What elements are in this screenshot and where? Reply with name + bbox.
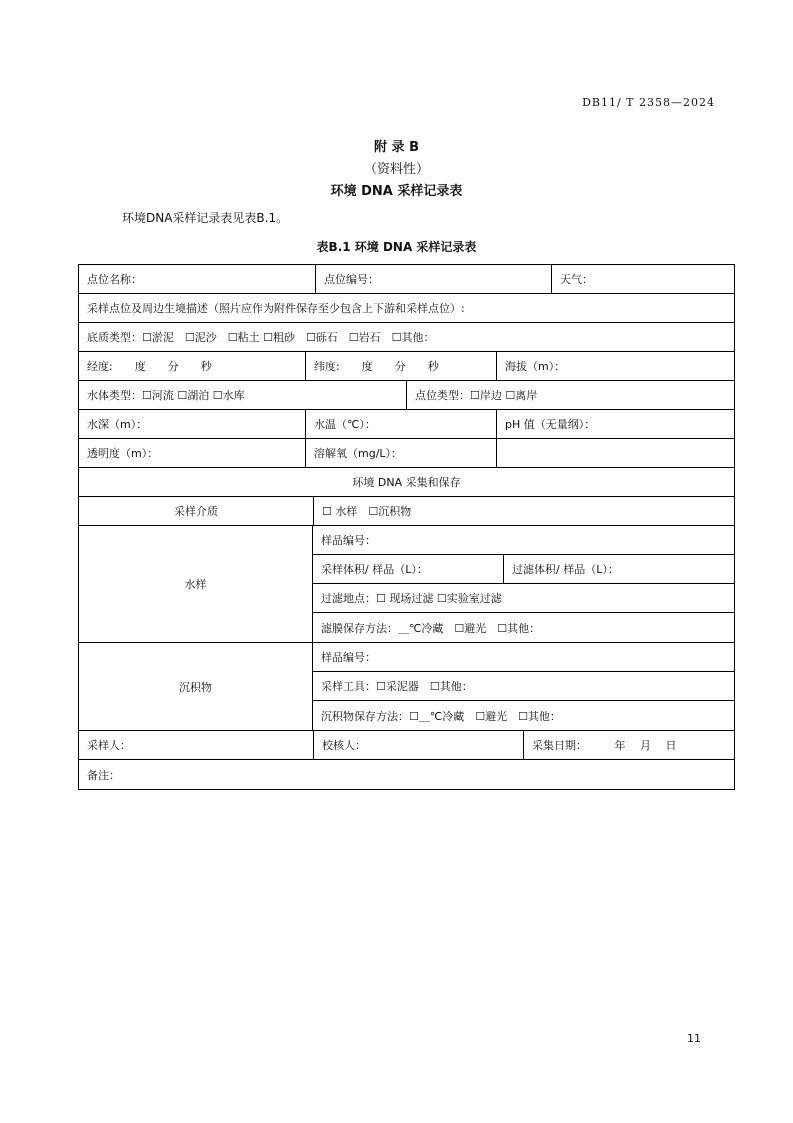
form-row-section <box>79 468 734 497</box>
annex-label: 附 录 B <box>374 140 419 155</box>
water-depth-field[interactable]: 水深（m）： <box>87 418 148 431</box>
checker-field[interactable]: 校核人： <box>313 731 523 759</box>
annex-title: 环境 DNA 采样记录表 <box>330 184 463 199</box>
site-name-field[interactable]: 点位名称： <box>87 273 142 286</box>
form-row-depth <box>79 410 734 439</box>
section-heading: 环境 DNA 采集和保存 <box>352 476 461 489</box>
sample-volume-field[interactable]: 采样体积/ 样品（L）： <box>321 563 428 576</box>
form-row-water-body <box>79 381 734 410</box>
page-number: 11 <box>687 1032 701 1045</box>
sampling-record-form <box>78 264 735 790</box>
filter-site-field[interactable]: 过滤地点：☐ 现场过滤 ☐实验室过滤 <box>321 592 502 605</box>
sampling-tool-field[interactable]: 采样工具：☐采泥器 ☐其他： <box>321 680 473 693</box>
weather-field[interactable]: 天气： <box>551 265 734 293</box>
sediment-sample-id-field[interactable]: 样品编号： <box>321 651 376 664</box>
form-row-transparency <box>79 439 734 468</box>
collection-date-field[interactable]: 采集日期： 年 月 日 <box>523 731 734 759</box>
table-caption: 表B.1 环境 DNA 采样记录表 <box>316 240 477 254</box>
form-row-habitat <box>79 294 734 323</box>
transparency-field[interactable]: 透明度（m）： <box>87 447 159 460</box>
form-row-coordinates <box>79 352 734 381</box>
form-row-site <box>79 265 734 294</box>
water-body-type-field[interactable]: 水体类型：☐河流 ☐湖泊 ☐水库 <box>87 389 245 402</box>
water-sample-label: 水样 <box>79 526 313 642</box>
intro-text: 环境DNA采样记录表见表B.1。 <box>122 211 289 225</box>
filtered-volume-field[interactable]: 过滤体积/ 样品（L）： <box>503 555 734 583</box>
altitude-field[interactable]: 海拔（m）： <box>496 352 734 380</box>
medium-options[interactable]: ☐ 水样 ☐沉积物 <box>313 497 734 525</box>
medium-label: 采样介质 <box>174 505 218 518</box>
form-row-signature <box>79 731 734 760</box>
water-sample-block <box>79 526 734 643</box>
sediment-label: 沉积物 <box>79 643 313 730</box>
habitat-description-field[interactable]: 采样点位及周边生境描述（照片应作为附件保存至少包含上下游和采样点位）: <box>87 302 465 315</box>
form-row-note <box>79 760 734 789</box>
site-code-field[interactable]: 点位编号： <box>315 265 551 293</box>
form-row-substrate <box>79 323 734 352</box>
form-row-medium <box>79 497 734 526</box>
water-sample-id-field[interactable]: 样品编号： <box>321 534 376 547</box>
sediment-block <box>79 643 734 731</box>
sediment-storage-field[interactable]: 沉积物保存方法：☐＿℃冷藏 ☐避光 ☐其他： <box>321 709 561 723</box>
substrate-type-field[interactable]: 底质类型：☐淤泥 ☐泥沙 ☐粘土 ☐粗砂 ☐砾石 ☐岩石 ☐其他： <box>87 331 435 344</box>
latitude-field[interactable]: 纬度: 度 分 秒 <box>305 352 496 380</box>
water-temperature-field[interactable]: 水温（℃）： <box>305 410 496 438</box>
membrane-storage-field[interactable]: 滤膜保存方法：＿℃冷藏 ☐避光 ☐其他： <box>321 621 541 635</box>
empty-cell <box>496 439 734 467</box>
standard-code: DB11/ T 2358—2024 <box>582 96 715 109</box>
site-type-field[interactable]: 点位类型：☐岸边 ☐离岸 <box>406 381 734 409</box>
ph-field[interactable]: pH 值（无量纲）： <box>496 410 734 438</box>
note-field[interactable]: 备注： <box>87 768 120 782</box>
annex-type: （资料性） <box>363 162 429 177</box>
dissolved-oxygen-field[interactable]: 溶解氧（mg/L）： <box>305 439 496 467</box>
sampler-field[interactable]: 采样人： <box>87 739 131 752</box>
longitude-field[interactable]: 经度: 度 分 秒 <box>87 360 212 373</box>
